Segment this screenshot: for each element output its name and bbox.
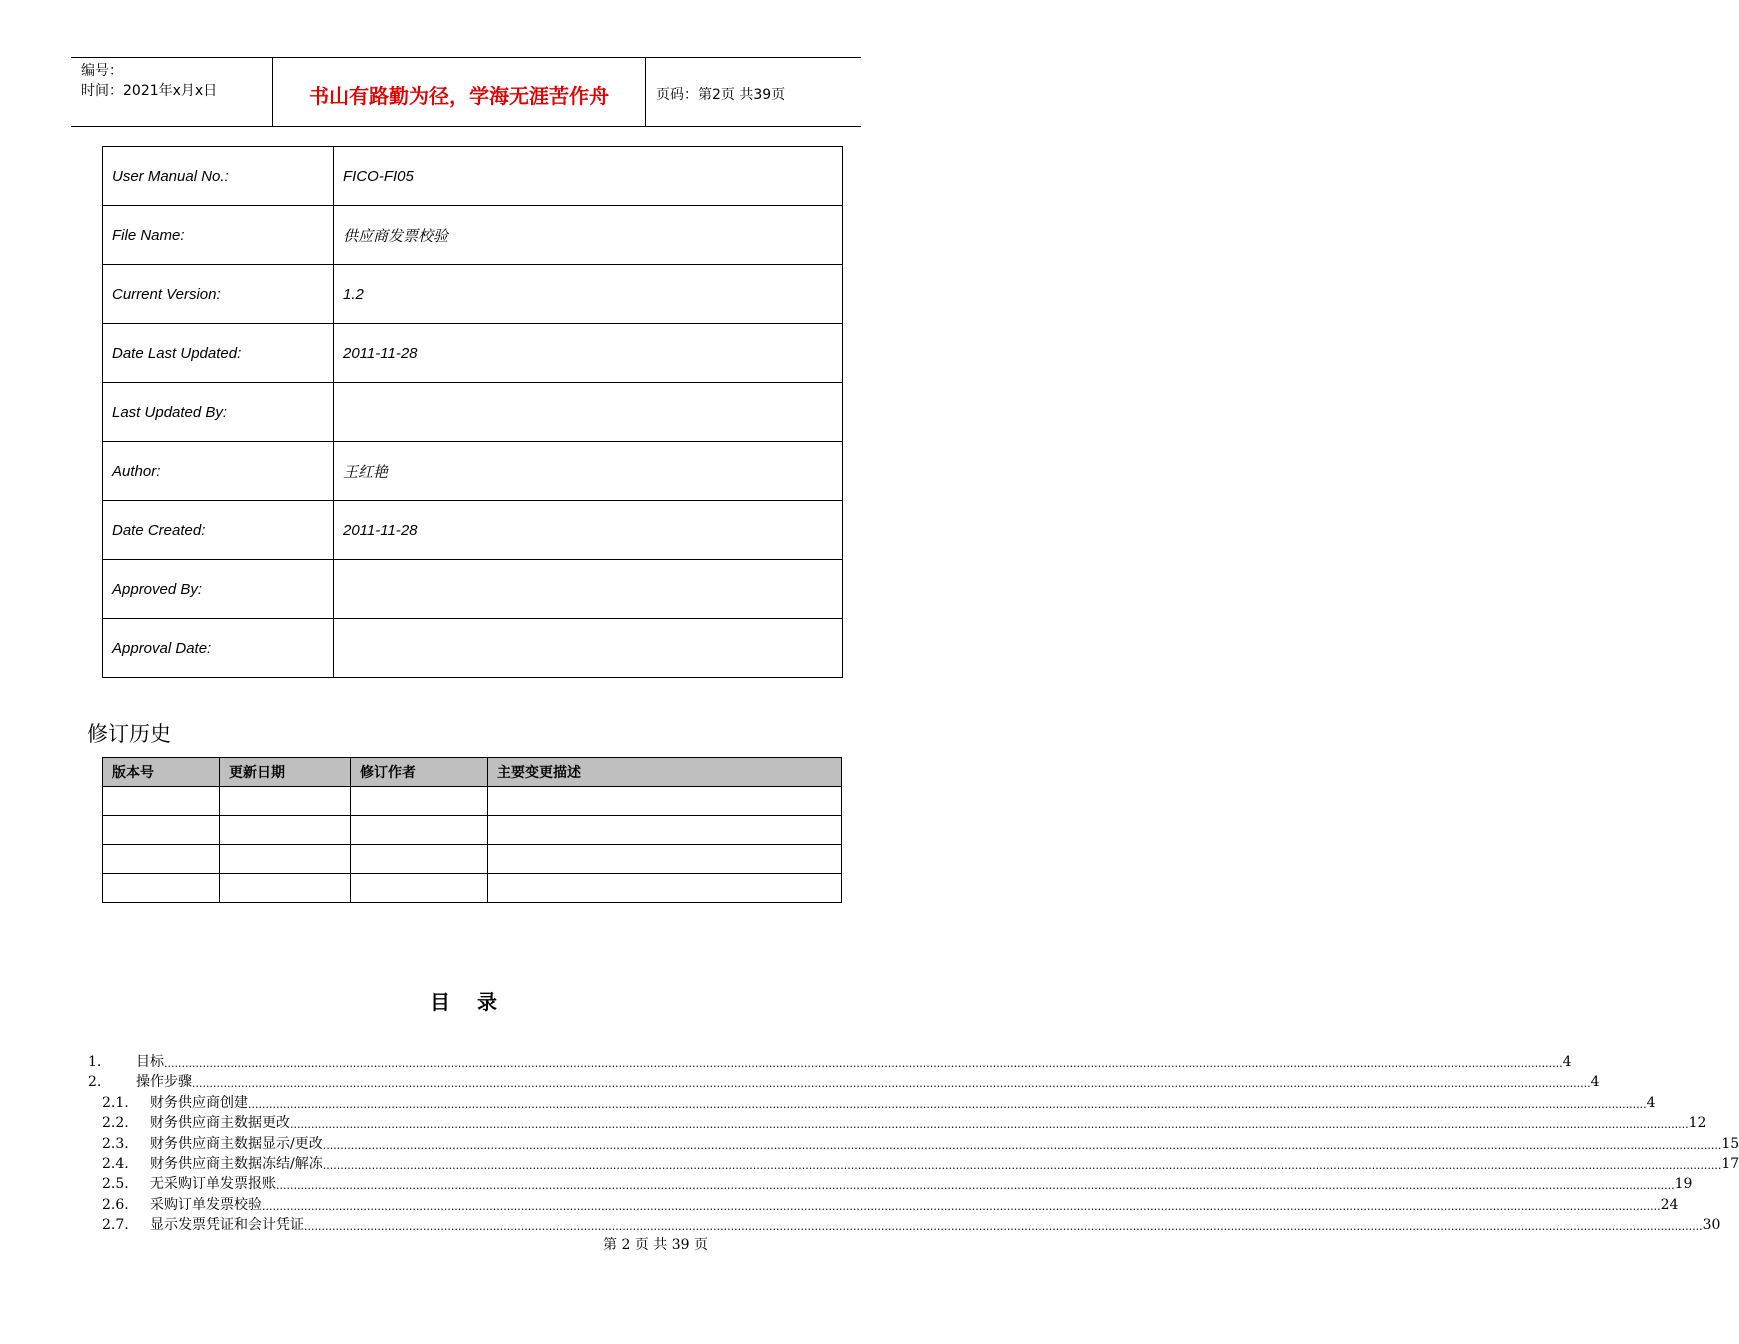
info-value: 2011-11-28 bbox=[334, 324, 843, 383]
info-value: 1.2 bbox=[334, 265, 843, 324]
toc-entry-number: 2.4. bbox=[102, 1155, 129, 1172]
toc-entry-text: 无采购订单发票报账 bbox=[150, 1176, 276, 1193]
info-row bbox=[103, 265, 843, 324]
document-info-table bbox=[102, 146, 843, 678]
info-value bbox=[334, 560, 843, 619]
toc-entry-number: 2.3. bbox=[102, 1135, 129, 1152]
revision-row bbox=[103, 787, 842, 816]
toc-entry-page: 4 bbox=[1646, 1094, 1656, 1111]
info-label: Approved By: bbox=[103, 560, 334, 619]
toc-entry-page: 19 bbox=[1674, 1176, 1693, 1193]
col-description: 主要变更描述 bbox=[488, 758, 842, 787]
header-middle-cell bbox=[273, 58, 646, 126]
toc-entry-page: 4 bbox=[1590, 1074, 1600, 1091]
info-value: 王红艳 bbox=[334, 442, 843, 501]
toc-entry-text: 显示发票凭证和会计凭证 bbox=[150, 1217, 304, 1234]
doc-time: 时间：2021年x月x日 bbox=[81, 83, 218, 99]
toc-entry-page: 15 bbox=[1721, 1135, 1739, 1152]
revision-history-title: 修订历史 bbox=[87, 722, 171, 746]
toc-entry-text: 目标 bbox=[136, 1054, 164, 1070]
info-row bbox=[103, 442, 843, 501]
toc-entry-text: 财务供应商主数据更改 bbox=[150, 1115, 290, 1132]
revision-row bbox=[103, 816, 842, 845]
toc-leader-dots: ................................................................................................................................................................................................................................................................................................................................................................................................................ bbox=[290, 1118, 1689, 1132]
toc-entry[interactable] bbox=[88, 1134, 1739, 1154]
page-header bbox=[71, 57, 861, 127]
info-row bbox=[103, 206, 843, 265]
col-author: 修订作者 bbox=[351, 758, 488, 787]
header-left-cell bbox=[71, 58, 273, 126]
toc-entry-page: 4 bbox=[1562, 1054, 1572, 1070]
toc-entry[interactable] bbox=[88, 1174, 1693, 1194]
toc-entry-text: 财务供应商创建 bbox=[150, 1094, 248, 1111]
toc-entry[interactable] bbox=[88, 1093, 1656, 1113]
col-update-date: 更新日期 bbox=[220, 758, 351, 787]
toc-entry[interactable] bbox=[88, 1113, 1707, 1133]
toc-entry-text: 采购订单发票校验 bbox=[150, 1196, 262, 1213]
toc-entry-page: 17 bbox=[1721, 1155, 1739, 1172]
toc-title: 目 录 bbox=[430, 990, 507, 1014]
toc-leader-dots: ................................................................................................................................................................................................................................................................................................................................................................................................................ bbox=[262, 1199, 1661, 1213]
revision-history-table bbox=[102, 757, 842, 903]
info-label: Author: bbox=[103, 442, 334, 501]
toc-entry[interactable] bbox=[88, 1195, 1679, 1215]
toc-leader-dots: ................................................................................................................................................................................................................................................................................................................................................................................................................ bbox=[322, 1138, 1722, 1152]
info-value: 供应商发票校验 bbox=[334, 206, 843, 265]
info-value: 2011-11-28 bbox=[334, 501, 843, 560]
info-label: File Name: bbox=[103, 206, 334, 265]
toc-leader-dots: ................................................................................................................................................................................................................................................................................................................................................................................................................ bbox=[164, 1057, 1563, 1070]
toc-entry-number: 2.5. bbox=[102, 1176, 129, 1193]
toc-entry[interactable] bbox=[88, 1072, 1600, 1092]
revision-row bbox=[103, 845, 842, 874]
info-label: Date Created: bbox=[103, 501, 334, 560]
revision-header-row bbox=[103, 758, 842, 787]
info-label: Approval Date: bbox=[103, 619, 334, 678]
info-label: User Manual No.: bbox=[103, 147, 334, 206]
toc-leader-dots: ................................................................................................................................................................................................................................................................................................................................................................................................................ bbox=[322, 1158, 1722, 1172]
revision-row bbox=[103, 874, 842, 903]
toc-leader-dots: ................................................................................................................................................................................................................................................................................................................................................................................................................ bbox=[276, 1179, 1675, 1193]
table-of-contents bbox=[88, 1052, 1739, 1236]
toc-leader-dots: ................................................................................................................................................................................................................................................................................................................................................................................................................ bbox=[304, 1220, 1703, 1234]
info-row bbox=[103, 619, 843, 678]
info-value: FICO-FI05 bbox=[334, 147, 843, 206]
toc-entry[interactable] bbox=[88, 1154, 1739, 1174]
toc-entry-number: 2.6. bbox=[102, 1196, 129, 1213]
toc-leader-dots: ................................................................................................................................................................................................................................................................................................................................................................................................................ bbox=[248, 1097, 1647, 1111]
header-page-info: 页码：第2页 共39页 bbox=[656, 87, 786, 103]
toc-entry-page: 30 bbox=[1702, 1217, 1721, 1234]
toc-entry-text: 财务供应商主数据显示/更改 bbox=[150, 1135, 323, 1152]
info-label: Last Updated By: bbox=[103, 383, 334, 442]
toc-entry-text: 操作步骤 bbox=[136, 1074, 192, 1091]
info-row bbox=[103, 147, 843, 206]
toc-leader-dots: ................................................................................................................................................................................................................................................................................................................................................................................................................ bbox=[192, 1077, 1591, 1091]
toc-entry-text: 财务供应商主数据冻结/解冻 bbox=[150, 1155, 323, 1172]
toc-entry-number: 2.2. bbox=[102, 1115, 129, 1132]
info-row bbox=[103, 383, 843, 442]
toc-entry[interactable] bbox=[88, 1215, 1721, 1235]
col-version: 版本号 bbox=[103, 758, 220, 787]
page-footer: 第 2 页 共 39 页 bbox=[603, 1237, 708, 1253]
doc-number: 编号： bbox=[81, 63, 123, 79]
toc-entry-number: 1. bbox=[88, 1054, 102, 1070]
info-row bbox=[103, 501, 843, 560]
info-label: Current Version: bbox=[103, 265, 334, 324]
toc-entry-page: 12 bbox=[1688, 1115, 1707, 1132]
info-row bbox=[103, 560, 843, 619]
toc-entry-number: 2.1. bbox=[102, 1094, 129, 1111]
toc-entry[interactable] bbox=[88, 1052, 1572, 1072]
info-value bbox=[334, 619, 843, 678]
header-right-cell bbox=[646, 58, 861, 126]
info-row bbox=[103, 324, 843, 383]
info-value bbox=[334, 383, 843, 442]
toc-entry-page: 24 bbox=[1660, 1196, 1679, 1213]
toc-entry-number: 2. bbox=[88, 1074, 102, 1091]
info-label: Date Last Updated: bbox=[103, 324, 334, 383]
toc-entry-number: 2.7. bbox=[102, 1217, 129, 1234]
header-motto: 书山有路勤为径，学海无涯苦作舟 bbox=[309, 84, 609, 108]
